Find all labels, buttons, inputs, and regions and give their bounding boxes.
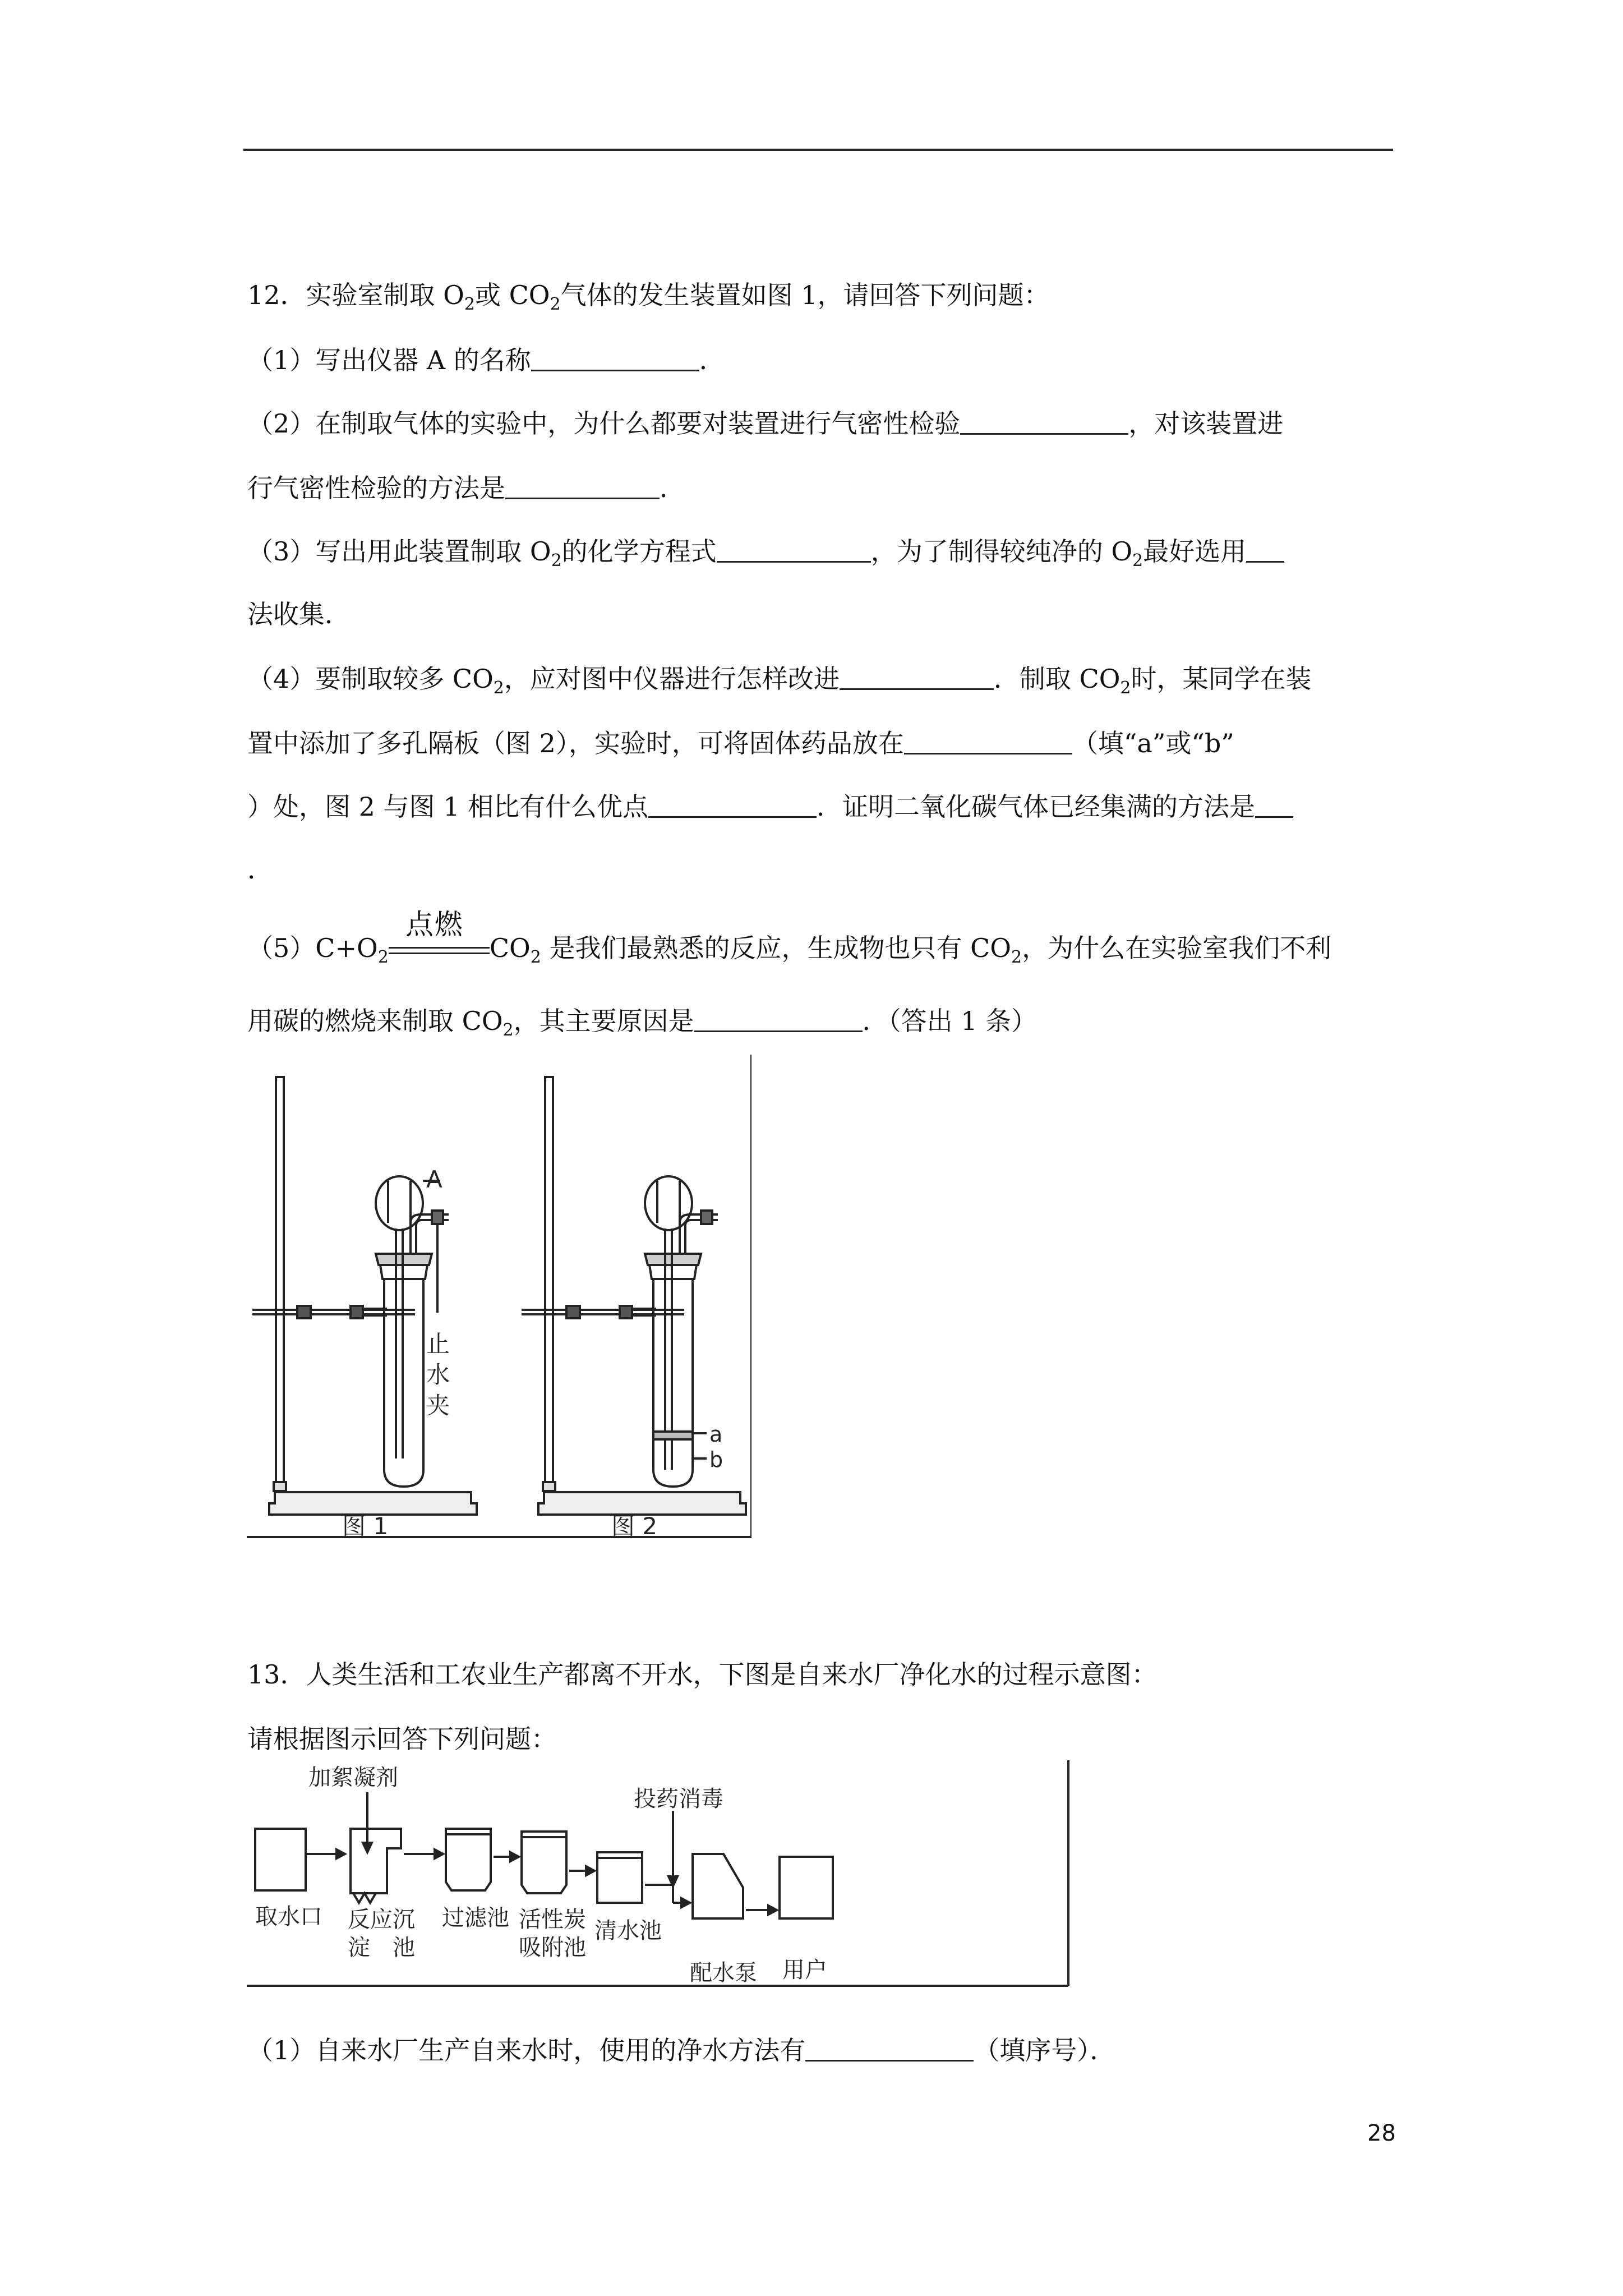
clear-water-label: 清水池 (594, 1918, 662, 1944)
fig1-apparatus (252, 1077, 477, 1515)
carbon-label-2: 吸附池 (519, 1935, 586, 1961)
label-clamp-1: 止 (426, 1330, 450, 1358)
q12-part2-line1: （2）在制取气体的实验中，为什么都要对装置进行气密性检验 ，对该装置进 (247, 408, 1284, 439)
answer-blank[interactable] (1246, 536, 1284, 563)
user-box (780, 1857, 833, 1918)
answer-blank[interactable] (840, 664, 994, 690)
q12-part5-line1: $(5)C+O_2$ 点燃 $CO_2$ 是我们最熟悉的反应，生成物也只有 $CO_2$，为什么在实验室我们不利 (247, 908, 1332, 967)
coagulant-label: 加絮凝剂 (308, 1765, 398, 1791)
sedimentation-label-2: 淀 池 (348, 1935, 415, 1961)
q12-part5-line2: 用碳的燃烧来制取 $CO_2$，其主要原因是 ．（答出 1 条） (247, 1006, 1038, 1040)
user-label: 用户 (782, 1957, 827, 1983)
answer-blank[interactable] (505, 473, 660, 499)
clear-water-tank (597, 1852, 642, 1903)
page-number: 28 (1367, 2120, 1396, 2146)
label-clamp-3: 夹 (426, 1392, 450, 1419)
q12-part4-line4: ． (247, 854, 273, 885)
q12-part4-line3: ）处，图 2 与图 1 相比有什么优点 ．证明二氧化碳气体已经集满的方法是 (247, 790, 1293, 823)
reaction-condition-arrow: 点燃 (389, 931, 490, 965)
carbon-tank (522, 1832, 566, 1893)
label-clamp-2: 水 (426, 1361, 450, 1388)
q12-part4-line1: （4）要制取较多 $CO_2$，应对图中仪器进行怎样改进 ．制取 $CO_2$时，某同学在装 (247, 664, 1312, 698)
answer-blank[interactable] (904, 728, 1072, 754)
q12-part1: （1）写出仪器 A 的名称 ． (247, 345, 725, 375)
answer-blank[interactable] (531, 345, 699, 371)
q12-part2-line2: 行气密性检验的方法是 ． (247, 473, 685, 503)
answer-blank[interactable] (805, 2035, 974, 2062)
pump-label: 配水泵 (690, 1960, 757, 1986)
filter-label: 过滤池 (442, 1905, 509, 1931)
answer-blank[interactable] (717, 536, 871, 563)
q13-line2: 请根据图示回答下列问题： (247, 1724, 557, 1754)
disinfect-label: 投药消毒 (634, 1786, 723, 1812)
answer-blank[interactable] (694, 1006, 863, 1032)
fig2-caption: 图 2 (611, 1512, 658, 1540)
sedimentation-label-1: 反应沉 (348, 1907, 415, 1932)
sedimentation-tank (351, 1829, 401, 1893)
filter-tank (446, 1829, 491, 1890)
label-a: a (709, 1422, 723, 1447)
q13-part1: （1）自来水厂生产自来水时，使用的净水方法有 （填序号）． (247, 2035, 1116, 2065)
answer-blank[interactable] (1255, 792, 1293, 818)
fig1-caption: 图 1 (342, 1512, 389, 1540)
answer-blank[interactable] (960, 408, 1128, 435)
q12-part3-line1: （3）写出用此装置制取 $O_2$的化学方程式 ，为了制得较纯净的 $O_2$最好选用 (247, 535, 1284, 568)
q13-line1: 13．人类生活和工农业生产都离不开水，下图是自来水厂净化水的过程示意图： (247, 1659, 1158, 1690)
label-A: A (426, 1166, 442, 1193)
label-b: b (709, 1447, 723, 1472)
water-treatment-flow (247, 1756, 1077, 1991)
apparatus-figure (247, 1055, 751, 1543)
carbon-label-1: 活性炭 (519, 1907, 586, 1932)
pump-box (693, 1854, 743, 1918)
answer-blank[interactable] (648, 792, 817, 818)
q12-intro: 12．实验室制取 $O_2$或 $CO_2$气体的发生装置如图 1，请回答下列问题： (247, 280, 1050, 314)
intake-box (255, 1829, 306, 1890)
header-rule (243, 149, 1393, 151)
q12-part4-line2: 置中添加了多孔隔板（图 2），实验时，可将固体药品放在 （填“a”或“b” (247, 728, 1234, 758)
intake-label: 取水口 (255, 1904, 322, 1930)
q12-part3-line2: 法收集． (247, 599, 351, 629)
